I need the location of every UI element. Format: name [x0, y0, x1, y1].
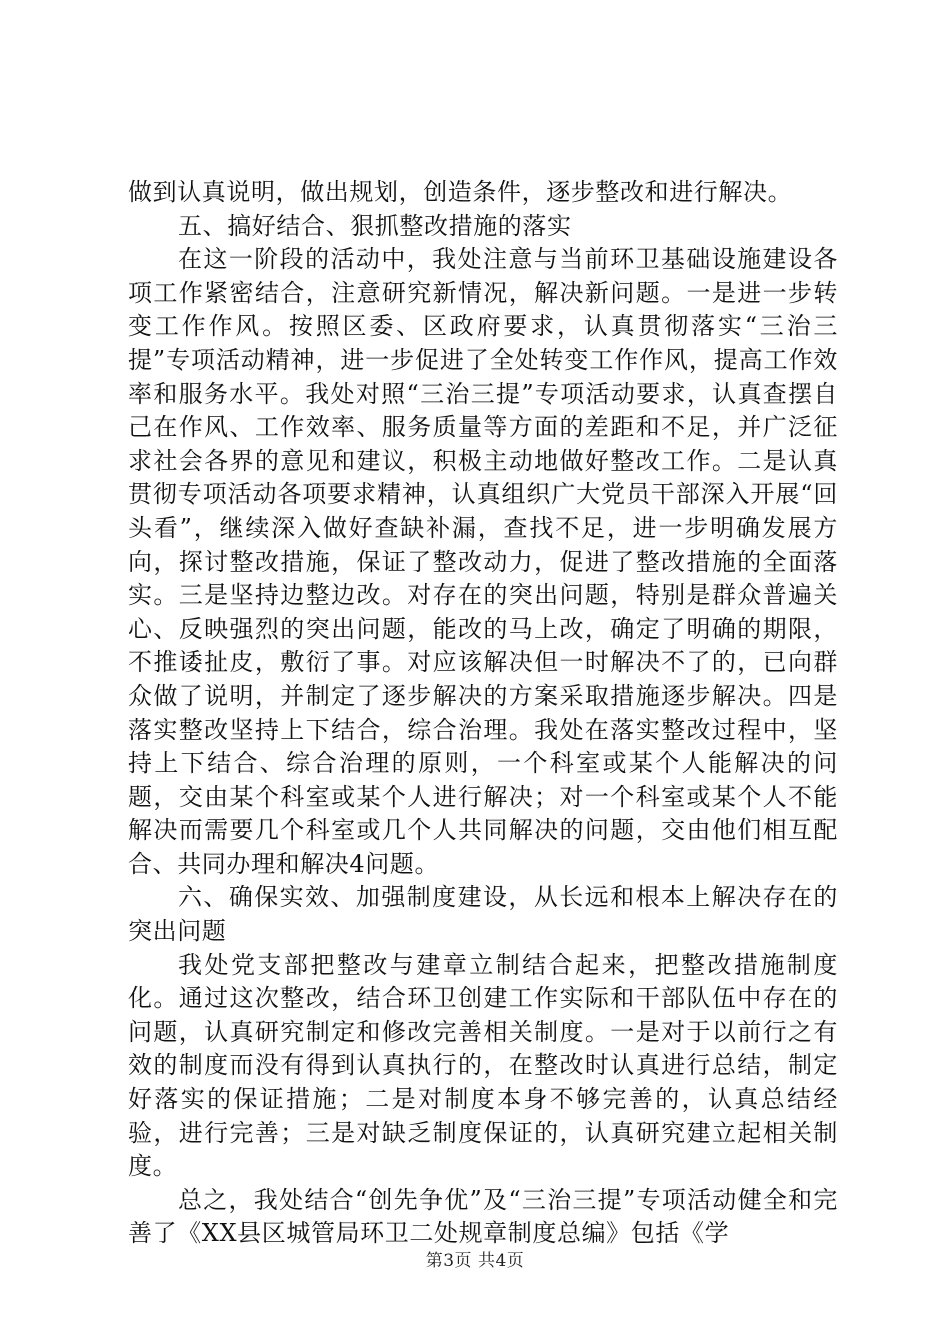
page-footer — [0, 1246, 950, 1271]
section-heading-6: 六、确保实效、加强制度建设，从长远和根本上解决存在的突出问题 — [128, 883, 838, 946]
document-body — [128, 176, 838, 1251]
page-number-indicator: 第3页 共4页 — [425, 1251, 525, 1271]
paragraph-section-6-body: 我处党支部把整改与建章立制结合起来，把整改措施制度化。通过这次整改，结合环卫创建工作实际和干部队伍中存在的问题，认真研究制定和修改完善相关制度。一是对于以前行之有效的制度而没有得到认真执行的，在整改时认真进行总结，制定好落实的保证措施；二是对制度本身不够完善的，认真总结经验，进行完善；三是对缺乏制度保证的，认真研究建立起相关制度。 — [128, 950, 838, 1181]
section-heading-5: 五、搞好结合、狠抓整改措施的落实 — [178, 211, 572, 240]
paragraph-summary: 总之，我处结合“创先争优”及“三治三提”专项活动健全和完善了《XX县区城管局环卫二处规章制度总编》包括《学 — [128, 1185, 838, 1248]
paragraph-section-5-body: 在这一阶段的活动中，我处注意与当前环卫基础设施建设各项工作紧密结合，注意研究新情况，解决新问题。一是进一步转变工作作风。按照区委、区政府要求，认真贯彻落实“三治三提”专项活动精神，进一步促进了全处转变工作作风，提高工作效率和服务水平。我处对照“三治三提”专项活动要求，认真查摆自己在作风、工作效率、服务质量等方面的差距和不足，并广泛征求社会各界的意见和建议，积极主动地做好整改工作。二是认真贯彻专项活动各项要求精神，认真组织广大党员干部深入开展“回头看”，继续深入做好查缺补漏，查找不足，进一步明确发展方向，探讨整改措施，保证了整改动力，促进了整改措施的全面落实。三是坚持边整边改。对存在的突出问题，特别是群众普遍关心、反映强烈的突出问题，能改的马上改，确定了明确的期限，不推诿扯皮，敷衍了事。对应该解决但一时解决不了的，已向群众做了说明，并制定了逐步解决的方案采取措施逐步解决。四是落实整改坚持上下结合，综合治理。我处在落实整改过程中，坚持上下结合、综合治理的原则，一个科室或某个人能解决的问题，交由某个科室或某个人进行解决；对一个科室或某个人不能解决而需要几个科室或几个人共同解决的问题，交由他们相互配合、共同办理和解决4问题。 — [128, 245, 838, 878]
paragraph-continuation: 做到认真说明，做出规划，创造条件，逐步整改和进行解决。 — [128, 178, 793, 206]
